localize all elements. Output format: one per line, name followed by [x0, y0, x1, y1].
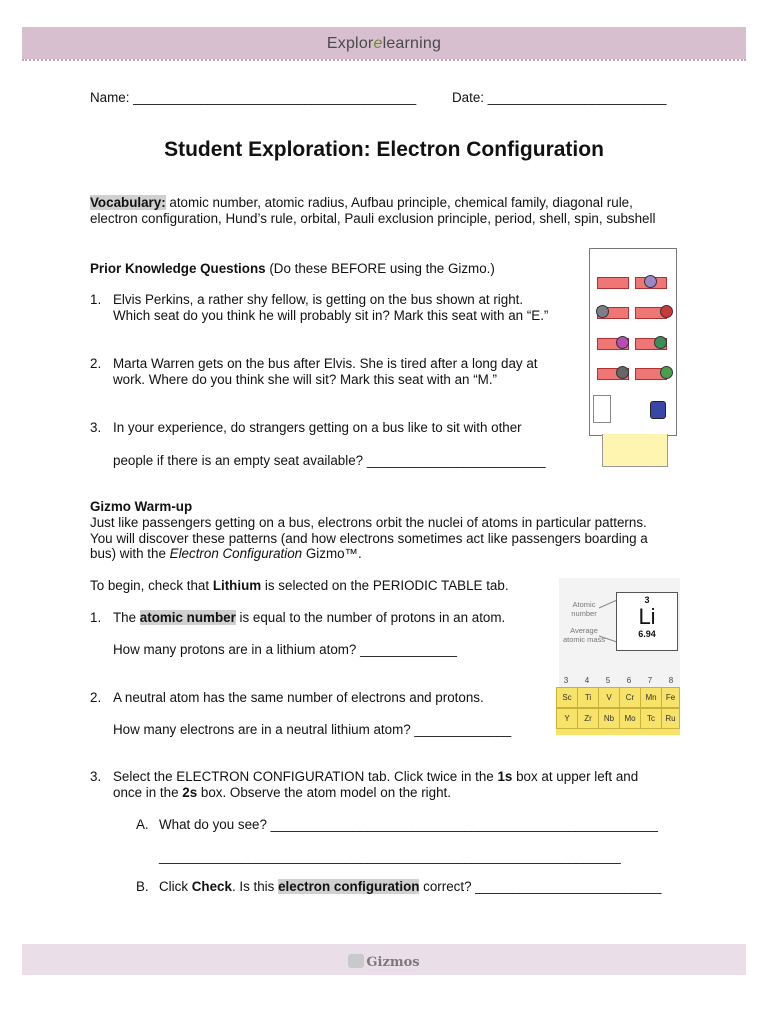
- w1-number: 1.: [90, 610, 102, 625]
- passenger-icon: [660, 366, 673, 379]
- q2-line1: Marta Warren gets on the bus after Elvis. She is tired after a long day at: [113, 356, 538, 371]
- table-cell: Nb: [598, 708, 620, 729]
- w2-question[interactable]: How many electrons are in a neutral lithium atom? _____________: [113, 722, 512, 737]
- average-mass-label: Average atomic mass: [562, 626, 606, 644]
- table-cell: Y: [556, 708, 578, 729]
- passenger-icon: [616, 336, 629, 349]
- driver-icon: [650, 401, 666, 419]
- part-a-question[interactable]: What do you see? ____________________________________________________: [159, 817, 658, 832]
- passenger-icon: [660, 305, 673, 318]
- q2-line2: work. Where do you think she will sit? Mark this seat with an “M.”: [113, 372, 497, 387]
- table-cell: Mn: [640, 687, 662, 708]
- passenger-icon: [596, 305, 609, 318]
- table-cell: Sc: [556, 687, 578, 708]
- prior-heading: Prior Knowledge Questions (Do these BEFORE using the Gizmo.): [90, 261, 495, 276]
- q1-number: 1.: [90, 292, 102, 307]
- element-atomic-number: 3: [644, 595, 650, 605]
- bus-front: [602, 434, 668, 467]
- warmup-paragraph-line3: bus) with the Electron Configuration Gizmo™.: [90, 546, 362, 561]
- passenger-icon: [654, 336, 667, 349]
- warmup-heading: Gizmo Warm-up: [90, 499, 193, 514]
- w2-statement: A neutral atom has the same number of electrons and protons.: [113, 690, 484, 705]
- warmup-paragraph-line2: You will discover these patterns (and how electrons sometimes act like passengers boarding a: [90, 531, 648, 546]
- passenger-icon: [644, 275, 657, 288]
- warmup-paragraph-line1: Just like passengers getting on a bus, electrons orbit the nuclei of atoms in particular patterns.: [90, 515, 647, 530]
- w2-number: 2.: [90, 690, 102, 705]
- name-field[interactable]: Name: ______________________________________: [90, 90, 417, 105]
- atomic-number-label: Atomic number: [571, 600, 597, 618]
- table-cell: Fe: [661, 687, 680, 708]
- w3-line1: Select the ELECTRON CONFIGURATION tab. Click twice in the 1s box at upper left and: [113, 769, 639, 784]
- gizmos-logo-icon: [348, 954, 364, 968]
- explorelearning-logo: Explorelearning: [326, 35, 442, 52]
- gizmos-logo: Gizmos: [0, 954, 768, 970]
- q2-number: 2.: [90, 356, 102, 371]
- table-cell: Cr: [619, 687, 641, 708]
- q1-line1: Elvis Perkins, a rather shy fellow, is getting on the bus shown at right.: [113, 292, 524, 307]
- table-cell: Ti: [577, 687, 599, 708]
- w3-line2: once in the 2s box. Observe the atom model on the right.: [113, 785, 451, 800]
- vocabulary-line2: electron configuration, Hund’s rule, orbital, Pauli exclusion principle, period, shell, spin, subshell: [90, 211, 656, 226]
- part-a-label: A.: [136, 817, 149, 832]
- q3-line2[interactable]: people if there is an empty seat available? ________________________: [113, 453, 546, 468]
- table-cell: Zr: [577, 708, 599, 729]
- bus-door: [593, 395, 611, 423]
- part-b-question[interactable]: Click Check. Is this electron configuration correct? _________________________: [159, 879, 662, 894]
- page-title: Student Exploration: Electron Configuration: [164, 138, 604, 161]
- table-cell: Tc: [640, 708, 662, 729]
- bus-diagram: [589, 248, 677, 436]
- part-a-answer-line[interactable]: ______________________________________________________________: [159, 849, 621, 864]
- begin-instruction: To begin, check that Lithium is selected on the PERIODIC TABLE tab.: [90, 578, 509, 593]
- table-edge: [556, 729, 680, 735]
- table-cell: V: [598, 687, 620, 708]
- seat: [597, 277, 629, 289]
- part-b-label: B.: [136, 879, 149, 894]
- w1-statement: The atomic number is equal to the number of protons in an atom.: [113, 610, 506, 625]
- passenger-icon: [616, 366, 629, 379]
- q1-line2: Which seat do you think he will probably sit in? Mark this seat with an “E.”: [113, 308, 549, 323]
- lithium-element-card: [616, 592, 678, 651]
- w1-question[interactable]: How many protons are in a lithium atom? _____________: [113, 642, 457, 657]
- header-divider: [22, 59, 746, 61]
- vocabulary-line1: Vocabulary: atomic number, atomic radius, Aufbau principle, chemical family, diagonal rule,: [90, 195, 633, 210]
- q3-number: 3.: [90, 420, 102, 435]
- element-symbol: Li: [638, 604, 656, 629]
- date-field[interactable]: Date: ________________________: [452, 90, 667, 105]
- periodic-table-snippet: Atomic number Average atomic mass 3 4 5 6 7 8 Sc Ti V Cr Mn Fe Y Zr Nb Mo Tc Ru: [559, 578, 680, 735]
- table-cell: Ru: [661, 708, 680, 729]
- table-cell: Mo: [619, 708, 641, 729]
- element-mass: 6.94: [638, 629, 656, 639]
- q3-line1: In your experience, do strangers getting on a bus like to sit with other: [113, 420, 522, 435]
- brand-leaf-icon: e: [373, 35, 383, 52]
- w3-number: 3.: [90, 769, 102, 784]
